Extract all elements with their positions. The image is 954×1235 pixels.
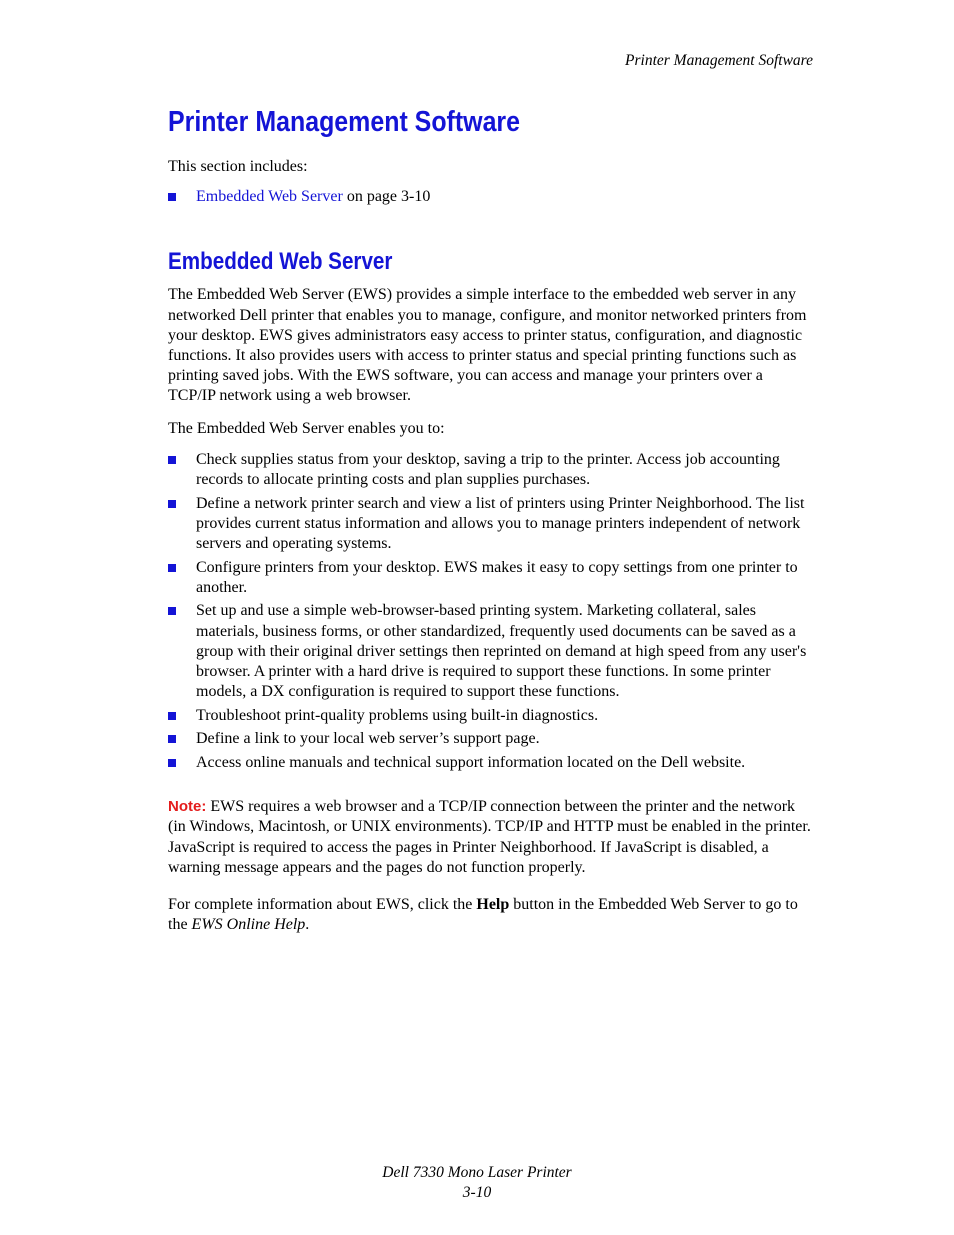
list-item: Configure printers from your desktop. EWS makes it easy to copy settings from one printer to another.	[168, 558, 813, 598]
footer-product-name: Dell 7330 Mono Laser Printer	[382, 1164, 572, 1181]
section-heading-ews: Embedded Web Server	[168, 248, 393, 276]
section-intro: This section includes:	[168, 158, 308, 175]
page-title: Printer Management Software	[168, 106, 521, 138]
square-bullet-icon	[168, 193, 176, 201]
square-bullet-icon	[168, 759, 176, 767]
list-item: Troubleshoot print-quality problems using built-in diagnostics.	[168, 706, 813, 726]
toc-list	[168, 187, 813, 207]
square-bullet-icon	[168, 456, 176, 464]
list-item: Check supplies status from your desktop, saving a trip to the printer. Access job accounting records to allocate printing costs and plan supplies purchases.	[168, 450, 813, 490]
note-label: Note:	[168, 798, 207, 816]
toc-link-embedded-web-server[interactable]: Embedded Web Server	[196, 188, 343, 206]
square-bullet-icon	[168, 500, 176, 508]
ews-enables-intro: The Embedded Web Server enables you to:	[168, 419, 445, 437]
list-item: Define a link to your local web server’s support page.	[168, 729, 813, 749]
feature-list	[168, 450, 813, 773]
list-item: Access online manuals and technical support information located on the Dell website.	[168, 753, 813, 773]
toc-page-ref: on page 3-10	[342, 188, 431, 206]
square-bullet-icon	[168, 564, 176, 572]
note-paragraph	[168, 797, 813, 878]
list-item: Set up and use a simple web-browser-based printing system. Marketing collateral, sales materials, business forms, or other standardized, frequently used documents can be saved as a group with their original driver settings then reprinted on demand at high speed from any user's browser. A printer with a hard drive is required to support these functions. In some printer models, a DX configuration is required to support these functions.	[168, 601, 813, 702]
square-bullet-icon	[168, 607, 176, 615]
list-item: Define a network printer search and view a list of printers using Printer Neighborhood. The list provides current status information and allows you to manage printers independent of network servers and operating systems.	[168, 494, 813, 555]
page-content	[168, 96, 813, 935]
page-footer	[0, 1163, 954, 1203]
note-text: EWS requires a web browser and a TCP/IP connection between the printer and the network (in Windows, Macintosh, or UNIX environments). TCP/IP and HTTP must be enabled in the printer. JavaScript is required to access the pages in Printer Neighborhood. If JavaScript is disabled, a warning message appears and the pages do not function properly.	[168, 798, 811, 876]
ews-description: The Embedded Web Server (EWS) provides a simple interface to the embedded web server in any networked Dell printer that enables you to manage, configure, and monitor networked printers from your desktop. EWS gives administrators easy access to printer status, configuration, and diagnostic functions. It also provides users with access to printer status and special printing functions such as printing saved jobs. With the EWS software, you can access and manage your printers over a TCP/IP network using a web browser.	[168, 286, 807, 405]
page-number: 3-10	[462, 1184, 492, 1201]
square-bullet-icon	[168, 735, 176, 743]
help-button-reference: Help	[476, 896, 510, 914]
ews-online-help-reference: EWS Online Help	[191, 916, 306, 934]
toc-item	[168, 187, 813, 207]
running-header: Printer Management Software	[625, 52, 813, 69]
square-bullet-icon	[168, 712, 176, 720]
more-info-paragraph: For complete information about EWS, click the Help button in the Embedded Web Server to go to the EWS Online Help.	[168, 896, 798, 934]
